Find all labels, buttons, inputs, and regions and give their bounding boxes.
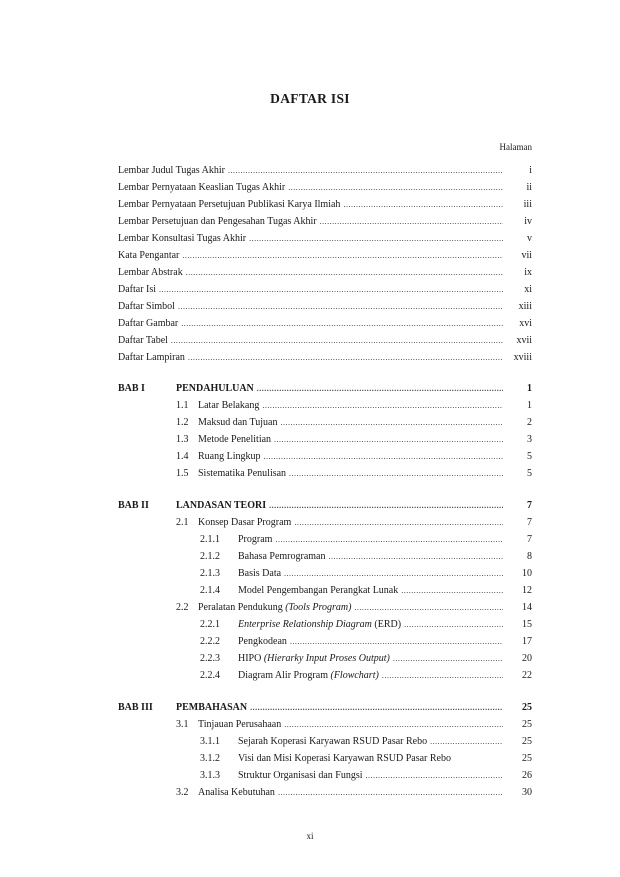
toc-front-entry xyxy=(118,283,532,297)
toc-entry-page: 17 xyxy=(522,636,532,647)
dot-leader xyxy=(289,467,503,481)
toc-front-entry xyxy=(118,266,532,280)
dot-leader xyxy=(393,652,503,666)
toc-entry-page: xviii xyxy=(513,352,532,363)
toc-entry-label xyxy=(238,533,272,547)
toc-entry-text: Lembar Konsultasi Tugas Akhir xyxy=(118,233,247,244)
section-entry xyxy=(198,399,532,413)
subsection-entry xyxy=(238,550,532,564)
toc-entry-italic-text: (Flowchart) xyxy=(330,670,379,681)
toc-entry-page: 1 xyxy=(527,383,532,394)
toc-entry-page: 22 xyxy=(522,670,532,681)
chapter-code: BAB II xyxy=(118,500,149,511)
toc-entry-text: Konsep Dasar Program xyxy=(198,517,292,528)
toc-entry-page: 7 xyxy=(527,517,532,528)
toc-entry-text: HIPO xyxy=(238,653,262,664)
section-number: 1.1 xyxy=(176,400,189,411)
page-title: DAFTAR ISI xyxy=(270,91,350,106)
chapter-entry xyxy=(176,382,532,396)
toc-entry-label xyxy=(238,669,379,683)
toc-entry-text: Daftar Simbol xyxy=(118,301,175,312)
toc-entry-page: xvi xyxy=(519,318,532,329)
dot-leader xyxy=(228,164,503,178)
dot-leader xyxy=(382,669,503,683)
toc-entry-page: 7 xyxy=(527,500,532,511)
toc-entry-label xyxy=(176,701,247,715)
toc-front-entry xyxy=(118,317,532,331)
toc-entry-italic-text: Enterprise Relationship Diagram xyxy=(238,619,372,630)
section-number: 1.3 xyxy=(176,434,189,445)
subsection-number: 2.2.4 xyxy=(200,670,220,681)
dot-leader xyxy=(264,450,504,464)
toc-entry-label xyxy=(198,399,259,413)
toc-entry-page: 1 xyxy=(527,400,532,411)
toc-entry-page: 26 xyxy=(522,770,532,781)
toc-entry-label xyxy=(238,735,427,749)
toc-entry-page: v xyxy=(527,233,532,244)
toc-entry-text: PENDAHULUAN xyxy=(176,383,254,394)
section-entry xyxy=(198,718,532,732)
dot-leader xyxy=(159,283,503,297)
dot-leader xyxy=(328,550,503,564)
toc-entry-text: Program xyxy=(238,534,273,545)
toc-entry-text: Lembar Abstrak xyxy=(118,267,183,278)
dot-leader xyxy=(284,567,503,581)
toc-entry-label xyxy=(118,249,179,263)
toc-entry-page: 2 xyxy=(527,417,532,428)
toc-entry-text: Struktur Organisasi dan Fungsi xyxy=(238,770,363,781)
toc-entry-text: PEMBAHASAN xyxy=(176,702,248,713)
section-number: 1.4 xyxy=(176,451,189,462)
toc-entry-label xyxy=(238,769,363,783)
toc-entry-label xyxy=(118,164,225,178)
toc-entry-text: Lembar Persetujuan dan Pengesahan Tugas Akhir xyxy=(118,216,317,227)
toc-entry-text: Lembar Pernyataan Keaslian Tugas Akhir xyxy=(118,182,286,193)
toc-entry-label xyxy=(118,351,185,365)
section-number: 3.1 xyxy=(176,719,189,730)
subsection-number: 2.2.2 xyxy=(200,636,220,647)
section-entry xyxy=(198,601,532,615)
dot-leader xyxy=(275,533,503,547)
dot-leader xyxy=(181,317,503,331)
toc-front-entry xyxy=(118,164,532,178)
section-entry xyxy=(198,786,532,800)
dot-leader xyxy=(366,769,503,783)
subsection-number: 3.1.3 xyxy=(200,770,220,781)
toc-entry-label xyxy=(176,382,254,396)
section-number: 1.5 xyxy=(176,468,189,479)
toc-entry-label xyxy=(118,181,285,195)
subsection-number: 2.1.2 xyxy=(200,551,220,562)
toc-entry-text: Model Pengembangan Perangkat Lunak xyxy=(238,585,399,596)
toc-entry-page: iii xyxy=(523,199,532,210)
subsection-entry xyxy=(238,669,532,683)
dot-leader xyxy=(401,584,503,598)
toc-entry-label xyxy=(118,198,340,212)
toc-front-entry xyxy=(118,215,532,229)
toc-entry-page: iv xyxy=(524,216,532,227)
toc-entry-text: Daftar Lampiran xyxy=(118,352,185,363)
section-entry xyxy=(198,450,532,464)
toc-entry-page: ii xyxy=(526,182,532,193)
toc-entry-label xyxy=(198,450,261,464)
subsection-entry xyxy=(238,652,532,666)
toc-front-entry xyxy=(118,181,532,195)
toc-entry-label xyxy=(118,283,156,297)
dot-leader xyxy=(188,351,503,365)
toc-entry-page: vii xyxy=(521,250,532,261)
subsection-number: 2.1.3 xyxy=(200,568,220,579)
toc-entry-text: Sejarah Koperasi Karyawan RSUD Pasar Rebo xyxy=(238,736,428,747)
toc-entry-page: 25 xyxy=(522,753,532,764)
toc-entry-text: Tinjauan Perusahaan xyxy=(198,719,282,730)
dot-leader xyxy=(262,399,503,413)
toc-entry-label xyxy=(198,467,286,481)
dot-leader xyxy=(320,215,503,229)
dot-leader xyxy=(171,334,503,348)
toc-front-entry xyxy=(118,198,532,212)
subsection-number: 3.1.2 xyxy=(200,753,220,764)
halaman-label: Halaman xyxy=(499,142,532,152)
subsection-number: 2.1.4 xyxy=(200,585,220,596)
subsection-entry xyxy=(238,584,532,598)
dot-leader xyxy=(343,198,503,212)
toc-entry-label xyxy=(176,499,266,513)
section-entry xyxy=(198,433,532,447)
subsection-entry xyxy=(238,533,532,547)
toc-entry-page: 25 xyxy=(522,719,532,730)
toc-entry-label xyxy=(238,550,325,564)
toc-entry-text: Daftar Tabel xyxy=(118,335,168,346)
subsection-entry xyxy=(238,567,532,581)
toc-entry-page: 12 xyxy=(522,585,532,596)
toc-entry-page: xi xyxy=(524,284,532,295)
toc-entry-page: 25 xyxy=(522,702,532,713)
section-number: 2.1 xyxy=(176,517,189,528)
page-number-footer: xi xyxy=(306,831,314,841)
subsection-entry xyxy=(238,769,532,783)
section-number: 1.2 xyxy=(176,417,189,428)
toc-entry-text: Bahasa Pemrograman xyxy=(238,551,326,562)
toc-entry-page: 20 xyxy=(522,653,532,664)
toc-entry-text: Daftar Isi xyxy=(118,284,157,295)
toc-entry-label xyxy=(118,317,178,331)
toc-entry-italic-text: (Hierarky Input Proses Output) xyxy=(263,653,390,664)
toc-entry-label xyxy=(118,266,183,280)
subsection-number: 2.1.1 xyxy=(200,534,220,545)
subsection-entry xyxy=(238,635,532,649)
toc-entry-page: 30 xyxy=(522,787,532,798)
toc-entry-label xyxy=(118,215,317,229)
chapter-entry xyxy=(176,499,532,513)
toc-entry-label xyxy=(118,334,168,348)
subsection-number: 2.2.3 xyxy=(200,653,220,664)
dot-leader xyxy=(249,232,503,246)
toc-entry-label xyxy=(238,635,287,649)
toc-entry-page: 5 xyxy=(527,451,532,462)
dot-leader xyxy=(186,266,503,280)
section-entry xyxy=(198,416,532,430)
toc-entry-text: LANDASAN TEORI xyxy=(176,500,267,511)
toc-entry-page: xiii xyxy=(518,301,532,312)
toc-entry-label xyxy=(238,567,281,581)
toc-entry-page: 7 xyxy=(527,534,532,545)
subsection-entry xyxy=(238,752,532,766)
toc-entry-label xyxy=(198,516,291,530)
dot-leader xyxy=(280,416,503,430)
toc-front-entry xyxy=(118,351,532,365)
dot-leader xyxy=(284,718,503,732)
toc-entry-text: Daftar Gambar xyxy=(118,318,179,329)
chapter-entry xyxy=(176,701,532,715)
dot-leader xyxy=(178,300,503,314)
toc-entry-page: 8 xyxy=(527,551,532,562)
toc-entry-label xyxy=(238,752,451,766)
toc-entry-text: Maksud dan Tujuan xyxy=(198,417,278,428)
toc-entry-italic-text: (Tools Program) xyxy=(285,602,352,613)
toc-front-entry xyxy=(118,334,532,348)
toc-front-entry xyxy=(118,249,532,263)
toc-entry-page: 5 xyxy=(527,468,532,479)
toc-entry-page: xvii xyxy=(516,335,532,346)
chapter-code: BAB I xyxy=(118,383,145,394)
toc-entry-text: Basis Data xyxy=(238,568,282,579)
section-number: 3.2 xyxy=(176,787,189,798)
toc-entry-page: 25 xyxy=(522,736,532,747)
toc-entry-label xyxy=(118,232,246,246)
subsection-entry xyxy=(238,735,532,749)
toc-entry-text: Analisa Kebutuhan xyxy=(198,787,275,798)
toc-entry-text: Ruang Lingkup xyxy=(198,451,261,462)
dot-leader xyxy=(269,499,503,513)
dot-leader xyxy=(290,635,503,649)
toc-entry-page: ix xyxy=(524,267,532,278)
subsection-number: 2.2.1 xyxy=(200,619,220,630)
toc-entry-text: Pengkodean xyxy=(238,636,287,647)
dot-leader xyxy=(294,516,503,530)
toc-entry-label xyxy=(198,601,351,615)
toc-entry-label xyxy=(198,433,271,447)
subsection-number: 3.1.1 xyxy=(200,736,220,747)
toc-entry-label xyxy=(198,786,275,800)
dot-leader xyxy=(257,382,503,396)
toc-entry-text: Diagram Alir Program xyxy=(238,670,328,681)
toc-entry-text: Metode Penelitian xyxy=(198,434,272,445)
toc-entry-text: Sistematika Penulisan xyxy=(198,468,287,479)
toc-front-entry xyxy=(118,300,532,314)
toc-entry-page: i xyxy=(529,165,532,176)
toc-entry-label xyxy=(118,300,175,314)
toc-entry-text: Visi dan Misi Koperasi Karyawan RSUD Pasar Rebo xyxy=(238,753,451,764)
section-entry xyxy=(198,467,532,481)
dot-leader xyxy=(250,701,503,715)
dot-leader xyxy=(274,433,503,447)
dot-leader xyxy=(430,735,503,749)
toc-entry-page: 3 xyxy=(527,434,532,445)
toc-entry-label xyxy=(238,618,401,632)
toc-entry-page: 14 xyxy=(522,602,532,613)
toc-entry-page: 15 xyxy=(522,619,532,630)
toc-front-entry xyxy=(118,232,532,246)
dot-leader xyxy=(404,618,503,632)
toc-entry-text: Lembar Judul Tugas Akhir xyxy=(118,165,225,176)
dot-leader xyxy=(288,181,503,195)
toc-entry-text: (ERD) xyxy=(374,619,402,630)
toc-entry-page: 10 xyxy=(522,568,532,579)
toc-entry-label xyxy=(238,652,390,666)
toc-entry-text: Peralatan Pendukung xyxy=(198,602,283,613)
toc-entry-text: Lembar Pernyataan Persetujuan Publikasi Karya Ilmiah xyxy=(118,199,341,210)
toc-entry-label xyxy=(198,416,277,430)
dot-leader xyxy=(182,249,503,263)
toc-entry-label xyxy=(198,718,281,732)
section-entry xyxy=(198,516,532,530)
chapter-code: BAB III xyxy=(118,702,153,713)
toc-entry-text: Latar Belakang xyxy=(198,400,260,411)
dot-leader xyxy=(278,786,503,800)
subsection-entry xyxy=(238,618,532,632)
section-number: 2.2 xyxy=(176,602,189,613)
dot-leader xyxy=(354,601,503,615)
toc-entry-text: Kata Pengantar xyxy=(118,250,180,261)
toc-entry-label xyxy=(238,584,398,598)
